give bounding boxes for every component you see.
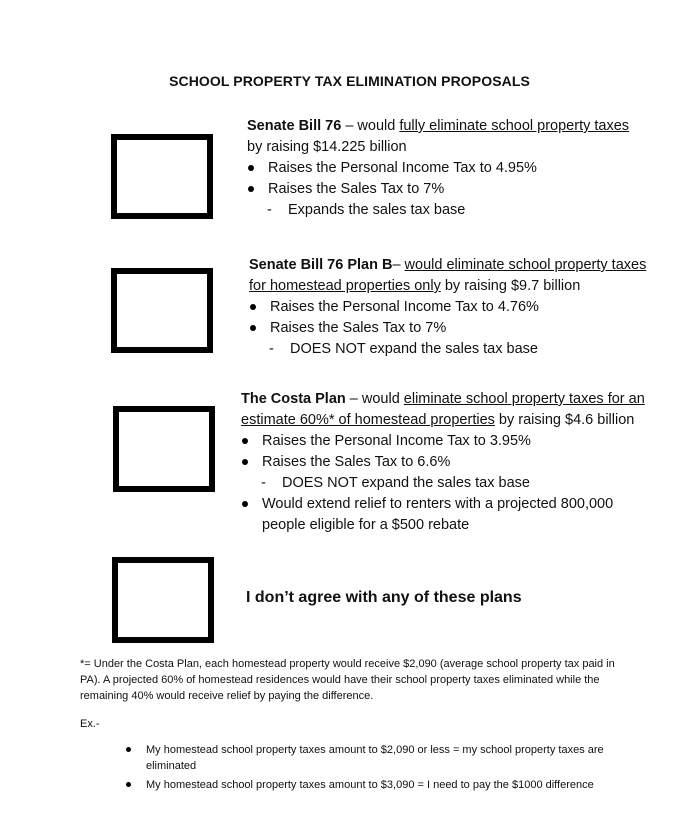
bullet-list xyxy=(249,297,651,339)
disagree-label: I don’t agree with any of these plans xyxy=(246,589,522,606)
list-item: Would extend relief to renters with a projected 800,000 people eligible for a $500 rebate xyxy=(241,494,621,536)
option-separator: – would xyxy=(345,391,404,407)
option-headline: would eliminate school property taxes for homestead properties only xyxy=(249,257,647,294)
bullet-list xyxy=(241,494,621,536)
list-item: Raises the Personal Income Tax to 3.95% xyxy=(241,431,651,452)
checkbox-senate-bill-76[interactable] xyxy=(111,134,213,219)
list-item: My homestead school property taxes amount to $3,090 = I need to pay the $1000 difference xyxy=(80,777,640,793)
list-item: Raises the Sales Tax to 7% xyxy=(249,318,651,339)
list-item: Raises the Personal Income Tax to 4.95% xyxy=(247,158,647,179)
bullet-list xyxy=(247,158,647,200)
checkbox-costa-plan[interactable] xyxy=(113,406,215,492)
option-name: Senate Bill 76 Plan B xyxy=(249,257,393,273)
option-funding: by raising $14.225 billion xyxy=(247,139,407,155)
option-separator: – xyxy=(392,257,405,273)
checkbox-senate-bill-76-plan-b[interactable] xyxy=(111,268,213,353)
option-funding: by raising $9.7 billion xyxy=(440,278,581,294)
option-separator: – would xyxy=(341,118,400,134)
option-senate-bill-76 xyxy=(247,116,647,221)
option-name: Senate Bill 76 xyxy=(247,118,342,134)
page-title: SCHOOL PROPERTY TAX ELIMINATION PROPOSALS xyxy=(169,73,530,89)
example-list xyxy=(80,742,640,793)
footnote: *= Under the Costa Plan, each homestead property would receive $2,090 (average school property tax paid in PA). A projected 60% of homestead residences would have their school property taxes eliminated while the remaining 40% would receive relief by paying the difference. xyxy=(80,658,615,702)
option-costa-plan xyxy=(241,389,651,536)
bullet-list xyxy=(241,431,651,473)
example-label: Ex.- xyxy=(80,718,100,730)
option-headline: fully eliminate school property taxes xyxy=(399,118,630,134)
option-headline: eliminate school property taxes for an estimate 60%* of homestead properties xyxy=(241,391,645,428)
list-item: My homestead school property taxes amount to $2,090 or less = my school property taxes are eliminated xyxy=(80,742,640,774)
dash-item: - DOES NOT expand the sales tax base xyxy=(249,339,651,360)
option-funding: by raising $4.6 billion xyxy=(494,412,635,428)
dash-item: - Expands the sales tax base xyxy=(247,200,647,221)
dash-item: - DOES NOT expand the sales tax base xyxy=(241,473,651,494)
checkbox-disagree[interactable] xyxy=(112,557,214,643)
list-item: Raises the Sales Tax to 7% xyxy=(247,179,647,200)
option-senate-bill-76-plan-b xyxy=(249,255,651,360)
list-item: Raises the Sales Tax to 6.6% xyxy=(241,452,651,473)
list-item: Raises the Personal Income Tax to 4.76% xyxy=(249,297,651,318)
option-name: The Costa Plan xyxy=(241,391,346,407)
